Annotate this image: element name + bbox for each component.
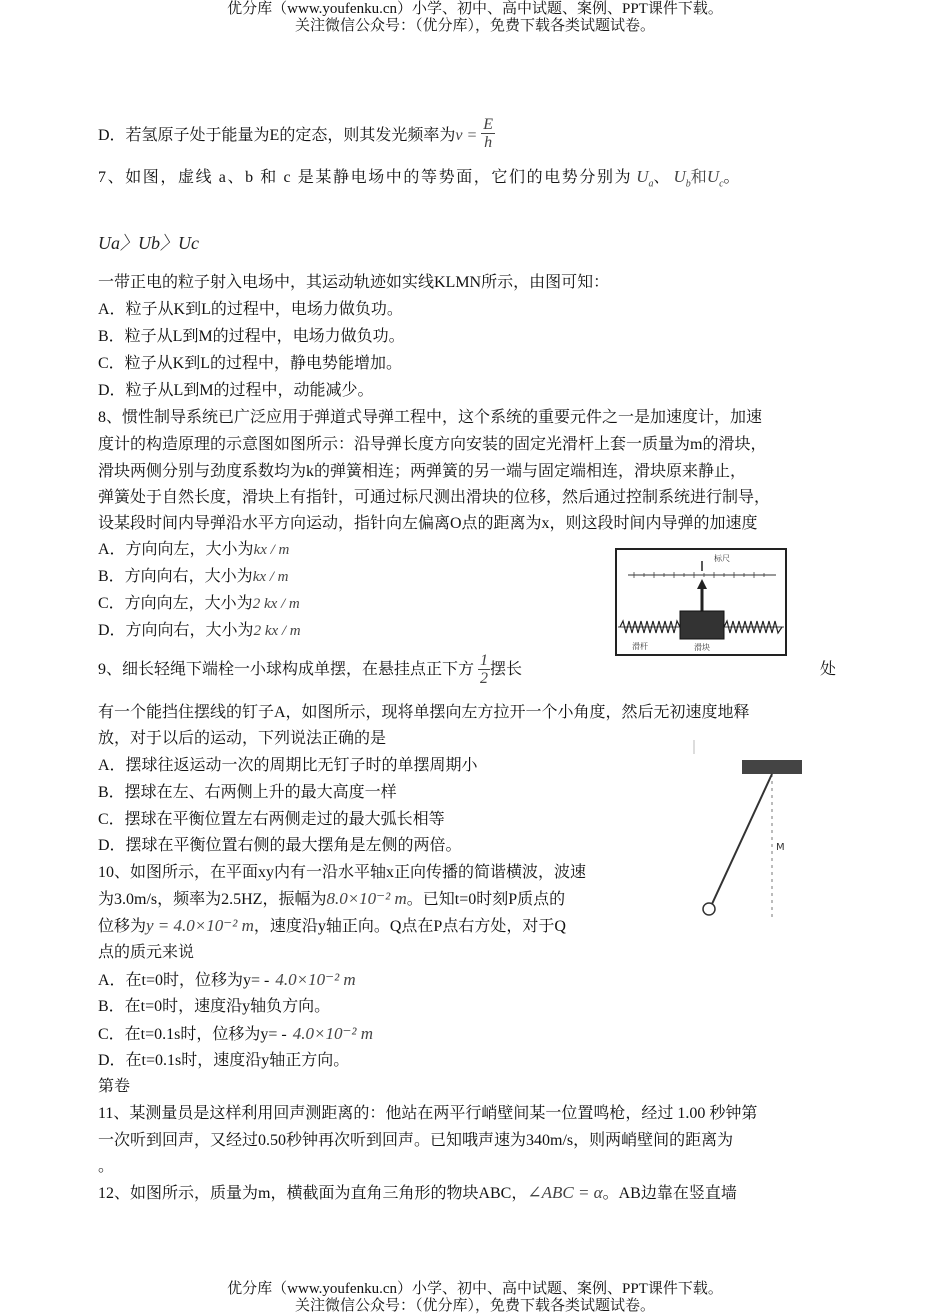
pendulum-ball	[703, 903, 715, 915]
figure-label-top: 标尺	[714, 554, 730, 563]
q6-frac-den: h	[484, 134, 493, 151]
q9-option-a: A．摆球往返运动一次的周期比无钉子时的单摆周期小	[98, 757, 478, 774]
q9-option-d: D．摆球在平衡位置右侧的最大摆角是左侧的两倍。	[98, 837, 462, 854]
footer-line-2: 关注微信公众号：（优分库），免费下载各类试题试卷。	[294, 1298, 655, 1314]
q9-option-c: C．摆球在平衡位置左右两侧走过的最大弧长相等	[98, 811, 445, 828]
q12-line-1: 12、如图所示，质量为m，横截面为直角三角形的物块ABC，∠ABC = α。AB边靠在竖直墙	[98, 1183, 737, 1202]
q7-uc: $U_c$	[706, 167, 724, 190]
q11-line-3: 。	[98, 1158, 115, 1175]
q8-line-4: 弹簧处于自然长度，滑块上有指针，可通过标尺测出滑块的位移，然后通过控制系统进行制导，	[98, 489, 771, 506]
q7-stem: 7、如图，虚线 a、b 和 c 是某静电场中的等势面，它们的电势分别为 $U_a$、 $U_b$和$U_c$。	[98, 167, 740, 190]
header-line-1: 优分库（www.youfenku.cn）小学、初中、高中试题、案例、PPT课件下载。	[227, 1, 723, 17]
q9-fraction: $\frac{1}{2}$	[480, 651, 489, 687]
q10-line-2: 为3.0m/s，频率为2.5HZ，振幅为8.0×10⁻² m。已知t=0时刻P质点的	[98, 889, 566, 908]
q11-line-1: 11、某测量员是这样利用回声测距离的：他站在两平行峭壁间某一位置鸣枪，经过 1.00 秒钟第	[98, 1105, 758, 1122]
q10-option-a: A．在t=0时，位移为y= - 4.0×10⁻² m	[98, 970, 356, 989]
q7-ua: $U_a$	[636, 167, 654, 190]
figure-label-left: 滑杆	[632, 642, 648, 651]
q8-option-d: D．方向向右，大小为2 kx / m	[98, 622, 301, 639]
q9-stem: 9、细长轻绳下端栓一小球构成单摆，在悬挂点正下方 $\frac{1}{2}$ 摆长	[98, 651, 523, 687]
q10-option-b: B．在t=0时，速度沿y轴负方向。	[98, 998, 331, 1015]
q8-option-b: B．方向向右，大小为kx / m	[98, 568, 289, 585]
q7-option-c: C．粒子从K到L的过程中，静电势能增加。	[98, 355, 403, 372]
q7-ub: $U_b$	[673, 167, 691, 190]
q6-fraction	[481, 116, 495, 151]
q6-option-d	[98, 116, 495, 151]
q7-stem2: 一带正电的粒子射入电场中，其运动轨迹如实线KLMN所示，由图可知：	[98, 274, 610, 291]
section-title: 第卷	[98, 1078, 131, 1095]
q8-line-1: 8、惯性制导系统已广泛应用于弹道式导弹工程中，这个系统的重要元件之一是加速度计，加速	[98, 409, 763, 426]
accelerometer-figure	[614, 547, 788, 657]
q9-line-2: 放，对于以后的运动，下列说法正确的是	[98, 730, 387, 747]
page-header	[0, 1, 950, 35]
q9-option-b: B．摆球在左、右两侧上升的最大高度一样	[98, 784, 397, 801]
q7-relation	[98, 233, 199, 253]
q7-option-a: A．粒子从K到L的过程中，电场力做负功。	[98, 301, 403, 318]
q7-stem-text: 7、如图，虚线 a、b 和 c 是某静电场中的等势面，它们的电势分别为	[98, 169, 633, 186]
header-line-2: 关注微信公众号：（优分库），免费下载各类试题试卷。	[294, 18, 655, 34]
q8-line-5: 设某段时间内导弹沿水平方向运动，指针向左偏离O点的距离为x，则这段时间内导弹的加速度	[98, 515, 758, 532]
q6-option-d-text: D．若氢原子处于能量为E的定态，则其发光频率为	[98, 127, 456, 145]
q10-line-4: 点的质元来说	[98, 944, 195, 961]
pendulum-label: M	[776, 842, 785, 853]
q9-stem-end: 处	[820, 661, 837, 678]
q8-line-3: 滑块两侧分别与劲度系数均为k的弹簧相连；两弹簧的另一端与固定端相连，滑块原来静止，	[98, 463, 747, 480]
q10-line-3: 位移为y = 4.0×10⁻² m，速度沿y轴正向。Q点在P点右方处，对于Q	[98, 916, 566, 935]
q10-option-c: C．在t=0.1s时，位移为y= - 4.0×10⁻² m	[98, 1024, 374, 1043]
figure-label-right: 滑块	[694, 643, 710, 652]
q7-relation-formula: Ua〉Ub〉Uc	[98, 233, 199, 253]
q9-line-1: 有一个能挡住摆线的钉子A，如图所示，现将单摆向左方拉开一个小角度，然后无初速度地释	[98, 704, 750, 721]
q8-line-2: 度计的构造原理的示意图如图所示：沿导弹长度方向安装的固定光滑杆上套一质量为m的滑块，	[98, 436, 767, 453]
q6-formula-left: ν =	[455, 127, 478, 145]
page-footer	[0, 1281, 950, 1315]
q7-option-b: B．粒子从L到M的过程中，电场力做负功。	[98, 328, 405, 345]
q10-option-d: D．在t=0.1s时，速度沿y轴正方向。	[98, 1052, 350, 1069]
q8-option-a: A．方向向左，大小为kx / m	[98, 541, 290, 558]
slider-block	[680, 611, 724, 639]
pendulum-figure	[692, 740, 812, 920]
q11-line-2: 一次听到回声，又经过0.50秒钟再次听到回声。已知哦声速为340m/s，则两峭壁间的距离为	[98, 1132, 734, 1149]
footer-line-1: 优分库（www.youfenku.cn）小学、初中、高中试题、案例、PPT课件下载。	[227, 1281, 723, 1297]
q10-line-1: 10、如图所示，在平面xy内有一沿水平轴x正向传播的简谐横波，波速	[98, 864, 587, 881]
pendulum-string	[712, 774, 772, 904]
q7-option-d: D．粒子从L到M的过程中，动能减少。	[98, 382, 374, 399]
q8-option-c: C．方向向左，大小为2 kx / m	[98, 595, 300, 612]
q6-frac-num: E	[483, 116, 494, 133]
ceiling-support	[742, 760, 802, 774]
